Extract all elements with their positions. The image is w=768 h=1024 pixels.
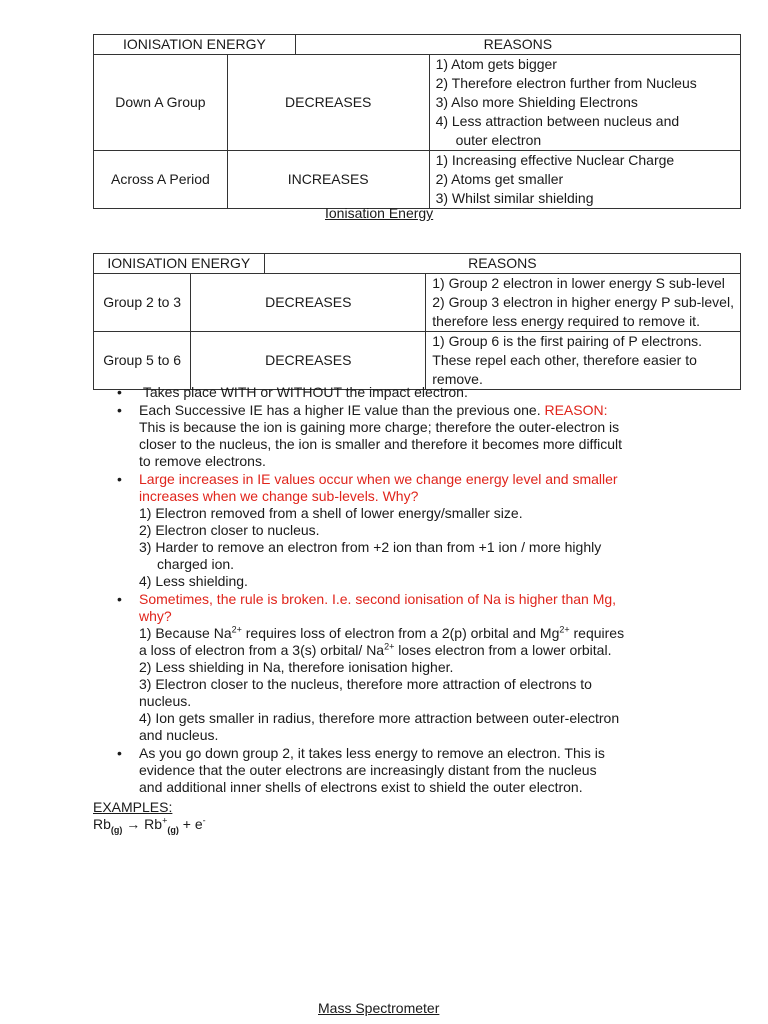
ionisation-energy-table-1 [93, 34, 741, 209]
reason-line: remove. [432, 371, 483, 387]
eq-fragment: → Rb [122, 816, 163, 832]
table-row [94, 274, 741, 332]
reason-line: 2) Group 3 electron in higher energy P sub-level, [432, 294, 734, 310]
bullet-line: This is because the ion is gaining more charge; therefore the outer-electron is [139, 419, 620, 435]
bullet-icon: • [117, 384, 122, 400]
bullet-line: closer to the nucleus, the ion is smaller and therefore it becomes more difficult [139, 436, 622, 452]
eq-fragment: + e [178, 816, 203, 832]
state-subscript: (g) [167, 824, 179, 835]
bullet-line: 3) Harder to remove an electron from +2 ion than from +1 ion / more highly [139, 539, 602, 555]
bullet-line: evidence that the outer electrons are increasingly distant from the nucleus [139, 762, 597, 778]
text-fragment: requires [569, 625, 625, 641]
bullet-icon: • [117, 402, 122, 418]
bullet-line: 2) Electron closer to nucleus. [139, 522, 320, 538]
bullet-line [139, 625, 713, 642]
reason-line: 2) Atoms get smaller [435, 171, 564, 187]
reason-line: 3) Also more Shielding Electrons [435, 94, 638, 110]
charge-superscript: 2+ [384, 641, 395, 652]
bullet-line: As you go down group 2, it takes less energy to remove an electron. This is [139, 745, 605, 761]
row-label: Across A Period [94, 151, 228, 209]
mass-spectrometer-heading: Mass Spectrometer [318, 1000, 440, 1016]
bullet-icon: • [117, 745, 122, 761]
bullet-question: why? [139, 608, 172, 624]
header-ionisation-energy: IONISATION ENERGY [94, 254, 265, 274]
row-reasons [426, 332, 741, 390]
bullet-line: and additional inner shells of electrons exist to shield the outer electron. [139, 779, 583, 795]
bullet-item [93, 402, 713, 470]
bullet-line: to remove electrons. [139, 453, 266, 469]
reason-line: 1) Group 6 is the first pairing of P electrons. [432, 333, 703, 349]
header-reasons: REASONS [295, 35, 740, 55]
bullet-item [93, 745, 713, 796]
ionisation-energy-table-2 [93, 253, 741, 390]
header-ionisation-energy: IONISATION ENERGY [94, 35, 296, 55]
reason-line: 2) Therefore electron further from Nucleus [435, 75, 697, 91]
rb-ionisation-equation [93, 816, 206, 833]
bullet-icon: • [117, 471, 122, 487]
row-trend: DECREASES [227, 55, 429, 151]
bullet-list [93, 384, 713, 797]
bullet-line [139, 642, 713, 659]
text-fragment: loses electron from a lower orbital. [394, 642, 612, 658]
reason-line: outer electron [455, 132, 542, 148]
row-trend: DECREASES [191, 332, 426, 390]
eq-fragment: Rb [93, 816, 111, 832]
bullet-line: 2) Less shielding in Na, therefore ionisation higher. [139, 659, 454, 675]
charge-superscript: - [202, 815, 206, 826]
table-row [94, 332, 741, 390]
row-reasons [429, 151, 740, 209]
reason-line: 3) Whilst similar shielding [435, 190, 594, 206]
row-trend: INCREASES [227, 151, 429, 209]
row-trend: DECREASES [191, 274, 426, 332]
bullet-line: 1) Electron removed from a shell of lower energy/smaller size. [139, 505, 523, 521]
row-reasons [429, 55, 740, 151]
reason-line: 1) Group 2 electron in lower energy S sub-level [432, 275, 725, 291]
bullet-text: Takes place WITH or WITHOUT the impact electron. [142, 384, 468, 400]
reason-label: REASON: [544, 402, 608, 418]
bullet-line: charged ion. [157, 556, 235, 572]
bullet-item [93, 384, 713, 401]
bullet-item [93, 471, 713, 590]
bullet-line: and nucleus. [139, 727, 219, 743]
bullet-text: Each Successive IE has a higher IE value than the previous one. [139, 402, 541, 418]
charge-superscript: 2+ [231, 624, 242, 635]
table-row [94, 55, 741, 151]
table-header-row [94, 35, 741, 55]
table-row [94, 151, 741, 209]
bullet-line: 4) Less shielding. [139, 573, 248, 589]
state-subscript: (g) [110, 824, 123, 835]
bullet-icon: • [117, 591, 122, 607]
reason-line: 1) Increasing effective Nuclear Charge [435, 152, 675, 168]
header-reasons: REASONS [264, 254, 740, 274]
table-header-row [94, 254, 741, 274]
reason-line: These repel each other, therefore easier to [432, 352, 697, 368]
reason-line: therefore less energy required to remove it. [432, 313, 700, 329]
bullet-question: increases when we change sub-levels. Why? [139, 488, 419, 504]
bullet-item [93, 591, 713, 744]
text-fragment: 1) Because Na [139, 625, 232, 641]
examples-heading: EXAMPLES: [93, 799, 173, 815]
charge-superscript: + [162, 815, 168, 826]
row-reasons [426, 274, 741, 332]
table-caption: Ionisation Energy [325, 205, 434, 221]
row-label: Group 2 to 3 [94, 274, 191, 332]
text-fragment: a loss of electron from a 3(s) orbital/ Na [139, 642, 385, 658]
bullet-line: nucleus. [139, 693, 192, 709]
row-label: Group 5 to 6 [94, 332, 191, 390]
bullet-question: Sometimes, the rule is broken. I.e. second ionisation of Na is higher than Mg, [139, 591, 617, 607]
reason-line: 4) Less attraction between nucleus and [435, 113, 680, 129]
bullet-line: 3) Electron closer to the nucleus, therefore more attraction of electrons to [139, 676, 592, 692]
row-label: Down A Group [94, 55, 228, 151]
examples-section [93, 799, 206, 833]
charge-superscript: 2+ [559, 624, 570, 635]
reason-line: 1) Atom gets bigger [435, 56, 557, 72]
bullet-line: 4) Ion gets smaller in radius, therefore more attraction between outer-electron [139, 710, 620, 726]
bullet-question: Large increases in IE values occur when we change energy level and smaller [139, 471, 618, 487]
text-fragment: requires loss of electron from a 2(p) orbital and Mg [241, 625, 560, 641]
